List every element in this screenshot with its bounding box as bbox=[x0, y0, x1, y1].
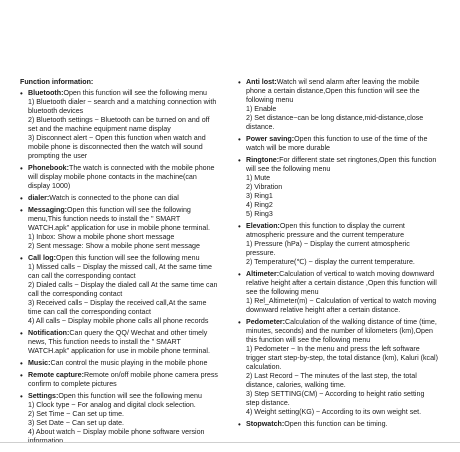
list-item: 2) Sent message: Show a mobile phone sent message bbox=[28, 242, 200, 250]
list-item: 5) Ring3 bbox=[246, 210, 273, 218]
section-music bbox=[20, 359, 220, 368]
section-head bbox=[20, 89, 220, 98]
list-item: 1) Missed calls ~ Display the missed call, At the same time can call the corresponding contact bbox=[28, 263, 212, 280]
section-items bbox=[20, 401, 220, 446]
section-text: Open this function to display the current atmospheric pressure and the current temperature bbox=[246, 222, 405, 239]
section-text: Open this function will see the following menu bbox=[58, 392, 202, 400]
list-item: 1) Rel_Altimeter(m) ~ Calculation of vertical to watch moving downward relative height after a certain distance. bbox=[246, 297, 437, 314]
section-title: Bluetooth: bbox=[28, 89, 64, 97]
section-title: Settings: bbox=[28, 392, 59, 400]
section-title: dialer: bbox=[28, 194, 50, 202]
list-item: 3) Set Date ~ Can set up date. bbox=[28, 419, 125, 427]
list-item: 1) Inbox: Show a mobile phone short message bbox=[28, 233, 175, 241]
section-text: Remote on/off mobile phone camera press confirm to complete pictures bbox=[28, 371, 218, 388]
list-item: 3) Ring1 bbox=[246, 192, 273, 200]
list-item: 4) All calls ~ Display mobile phone calls all phone records bbox=[28, 317, 209, 325]
section-text: Can query the QQ/ Wechat and other timely news, This function needs to install the " SMART WATCH.apk" application for use in mobile phone terminal. bbox=[28, 329, 210, 355]
list-item: 2) Temperature(℃) ~ display the current temperature. bbox=[246, 258, 415, 266]
section-head bbox=[238, 78, 438, 105]
section-bluetooth bbox=[20, 89, 220, 161]
section-head bbox=[238, 318, 438, 345]
section-title: Pedometer: bbox=[246, 318, 286, 326]
section-head bbox=[20, 254, 220, 263]
left-column bbox=[20, 78, 220, 449]
list-item: 2) Vibration bbox=[246, 183, 283, 191]
section-head bbox=[20, 371, 220, 389]
section-items bbox=[238, 174, 438, 219]
list-item: 1) Bluetooth dialer ~ search and a matching connection with bluetooth devices bbox=[28, 98, 217, 115]
section-head bbox=[238, 270, 438, 297]
list-item: 4) About watch ~ Display mobile phone software version information. bbox=[28, 428, 205, 445]
list-item: 2) Set distance~can be long distance,mid-distance,close distance. bbox=[246, 114, 424, 131]
section-title: Elevation: bbox=[246, 222, 280, 230]
section-anti-lost bbox=[238, 78, 438, 132]
section-items bbox=[238, 345, 438, 417]
section-items bbox=[238, 240, 438, 267]
right-sections bbox=[238, 78, 438, 429]
section-title: Notification: bbox=[28, 329, 70, 337]
section-head bbox=[20, 164, 220, 191]
section-text: For different state set ringtones,Open this function will see the following menu bbox=[246, 156, 437, 173]
section-title: Stopwatch: bbox=[246, 420, 285, 428]
section-title: Messaging: bbox=[28, 206, 68, 214]
list-item: 2) Dialed calls ~ Display the dialed call At the same time can call the corresponding contact bbox=[28, 281, 218, 298]
section-text: Watch wil send alarm after leaving the mobile phone a certain distance,Open this function will see the following menu bbox=[246, 78, 420, 104]
section-items bbox=[20, 233, 220, 251]
section-phonebook bbox=[20, 164, 220, 191]
section-text: Open this function will see the following menu,This function needs to install the " SMART WATCH.apk" application for use in mobile phone terminal. bbox=[28, 206, 210, 232]
section-head bbox=[238, 135, 438, 153]
section-head bbox=[20, 329, 220, 356]
section-text: The watch is connected with the mobile phone will display mobile phone contacts in the machine(can display 1000) bbox=[28, 164, 215, 190]
section-ringtone bbox=[238, 156, 438, 219]
section-power-saving bbox=[238, 135, 438, 153]
section-head bbox=[238, 222, 438, 240]
section-items bbox=[238, 297, 438, 315]
section-head bbox=[20, 392, 220, 401]
section-title: Phonebook: bbox=[28, 164, 69, 172]
section-messaging bbox=[20, 206, 220, 251]
list-item: 3) Step SETTING(CM) ~ According to height ratio setting step distance. bbox=[246, 390, 425, 407]
section-call-log bbox=[20, 254, 220, 326]
section-head bbox=[238, 156, 438, 174]
section-head bbox=[238, 420, 438, 429]
section-title: Remote capture: bbox=[28, 371, 84, 379]
section-items bbox=[238, 105, 438, 132]
list-item: 2) Set Time ~ Can set up time. bbox=[28, 410, 125, 418]
list-item: 2) Bluetooth settings ~ Bluetooth can be turned on and off set and the machine equipment name display bbox=[28, 116, 210, 133]
section-text: Calculation of vertical to watch moving downward relative height after a certain distance ,Open this function will see the following menu bbox=[246, 270, 437, 296]
section-head bbox=[20, 194, 220, 203]
list-item: 1) Clock type ~ For analog and digital clock selection. bbox=[28, 401, 196, 409]
section-title: Power saving: bbox=[246, 135, 295, 143]
function-info-heading: Function information: bbox=[20, 78, 94, 86]
section-altimeter bbox=[238, 270, 438, 315]
section-text: Open this function can be timing. bbox=[284, 420, 388, 428]
section-elevation bbox=[238, 222, 438, 267]
section-text: Calculation of the walking distance of time (time, minutes, seconds) and the number of kilometers (km),Open this function will see the following menu bbox=[246, 318, 437, 344]
list-item: 1) Pedometer ~ In the menu and press the left software trigger start step-by-step, the total distance (km), Kaluri (kcal) calculation. bbox=[246, 345, 438, 371]
right-column bbox=[238, 78, 438, 432]
left-sections bbox=[20, 89, 220, 446]
section-stopwatch bbox=[238, 420, 438, 429]
section-text: Open this function will see the following menu bbox=[63, 89, 207, 97]
section-text: Open this function will see the following menu bbox=[55, 254, 200, 262]
list-item: 2) Last Record ~ The minutes of the last step, the total distance, calories, walking time. bbox=[246, 372, 417, 389]
section-title: Call log: bbox=[28, 254, 56, 262]
section-items bbox=[20, 98, 220, 161]
section-dialer bbox=[20, 194, 220, 203]
section-title: Altimeter: bbox=[246, 270, 280, 278]
list-item: 3) Received calls ~ Display the received call,At the same time can call the corresponding contact bbox=[28, 299, 207, 316]
section-head bbox=[20, 206, 220, 233]
list-item: 4) Ring2 bbox=[246, 201, 273, 209]
section-pedometer bbox=[238, 318, 438, 417]
section-notification bbox=[20, 329, 220, 356]
section-title: Anti lost: bbox=[246, 78, 277, 86]
list-item: 4) Weight setting(KG) ~ According to its own weight set. bbox=[246, 408, 422, 416]
list-item: 1) Mute bbox=[246, 174, 271, 182]
section-settings bbox=[20, 392, 220, 446]
section-items bbox=[20, 263, 220, 326]
section-text: Open this function to use of the time of the watch will be more durable bbox=[246, 135, 428, 152]
list-item: 1) Pressure (hPa) ~ Display the current atmospheric pressure. bbox=[246, 240, 410, 257]
section-remote-capture bbox=[20, 371, 220, 389]
list-item: 3) Disconnect alert ~ Open this function when watch and mobile phone is disconnected then the watch will sound prompting the user bbox=[28, 134, 206, 160]
list-item: 1) Enable bbox=[246, 105, 277, 113]
bottom-divider bbox=[0, 442, 460, 443]
section-text: Watch is connected to the phone can dial bbox=[49, 194, 179, 202]
section-text: Can control the music playing in the mobile phone bbox=[50, 359, 208, 367]
section-title: Music: bbox=[28, 359, 51, 367]
section-head bbox=[20, 359, 220, 368]
section-title: Ringtone: bbox=[246, 156, 280, 164]
